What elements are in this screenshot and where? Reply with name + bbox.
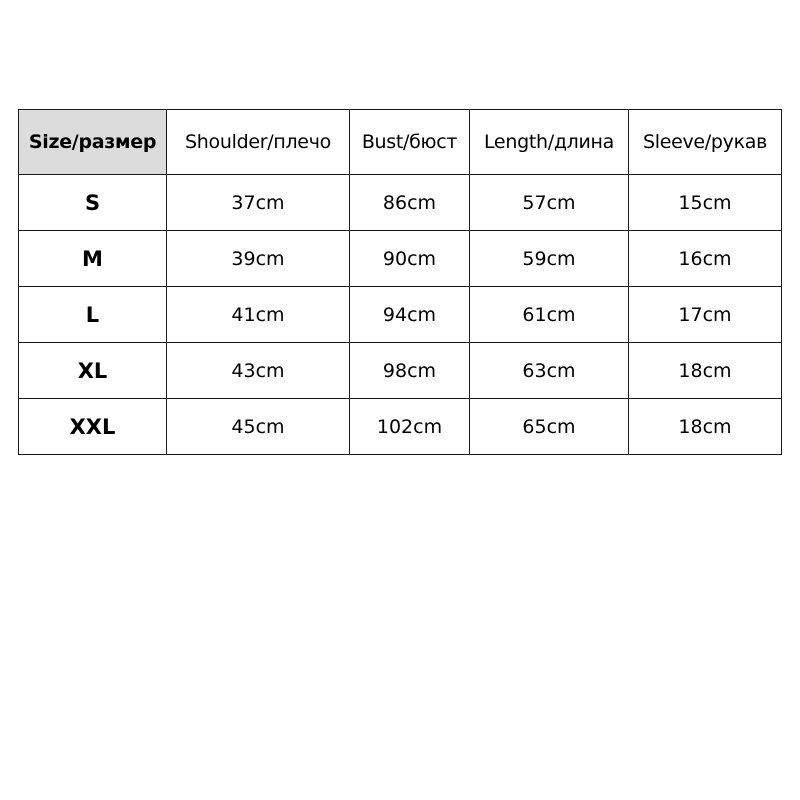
shoulder-cell: 39cm: [167, 231, 350, 287]
header-bust: Bust/бюст: [350, 110, 470, 175]
sleeve-cell: 16cm: [629, 231, 782, 287]
table-row: [19, 231, 782, 287]
sleeve-cell: 18cm: [629, 399, 782, 455]
shoulder-cell: 41cm: [167, 287, 350, 343]
header-shoulder: Shoulder/плечо: [167, 110, 350, 175]
table-row: [19, 175, 782, 231]
shoulder-cell: 43cm: [167, 343, 350, 399]
header-row: [19, 110, 782, 175]
bust-cell: 90cm: [350, 231, 470, 287]
size-chart-table: [18, 109, 782, 455]
length-cell: 63cm: [470, 343, 629, 399]
size-cell: M: [19, 231, 167, 287]
table-header: [19, 110, 782, 175]
table-row: [19, 343, 782, 399]
table-row: [19, 287, 782, 343]
length-cell: 65cm: [470, 399, 629, 455]
bust-cell: 102cm: [350, 399, 470, 455]
bust-cell: 94cm: [350, 287, 470, 343]
length-cell: 57cm: [470, 175, 629, 231]
sleeve-cell: 15cm: [629, 175, 782, 231]
length-cell: 59cm: [470, 231, 629, 287]
header-size: Size/размер: [19, 110, 167, 175]
table-row: [19, 399, 782, 455]
length-cell: 61cm: [470, 287, 629, 343]
size-cell: S: [19, 175, 167, 231]
header-sleeve: Sleeve/рукав: [629, 110, 782, 175]
header-length: Length/длина: [470, 110, 629, 175]
size-cell: XXL: [19, 399, 167, 455]
shoulder-cell: 37cm: [167, 175, 350, 231]
size-cell: L: [19, 287, 167, 343]
bust-cell: 86cm: [350, 175, 470, 231]
sleeve-cell: 17cm: [629, 287, 782, 343]
size-cell: XL: [19, 343, 167, 399]
table-body: [19, 175, 782, 455]
sleeve-cell: 18cm: [629, 343, 782, 399]
shoulder-cell: 45cm: [167, 399, 350, 455]
bust-cell: 98cm: [350, 343, 470, 399]
